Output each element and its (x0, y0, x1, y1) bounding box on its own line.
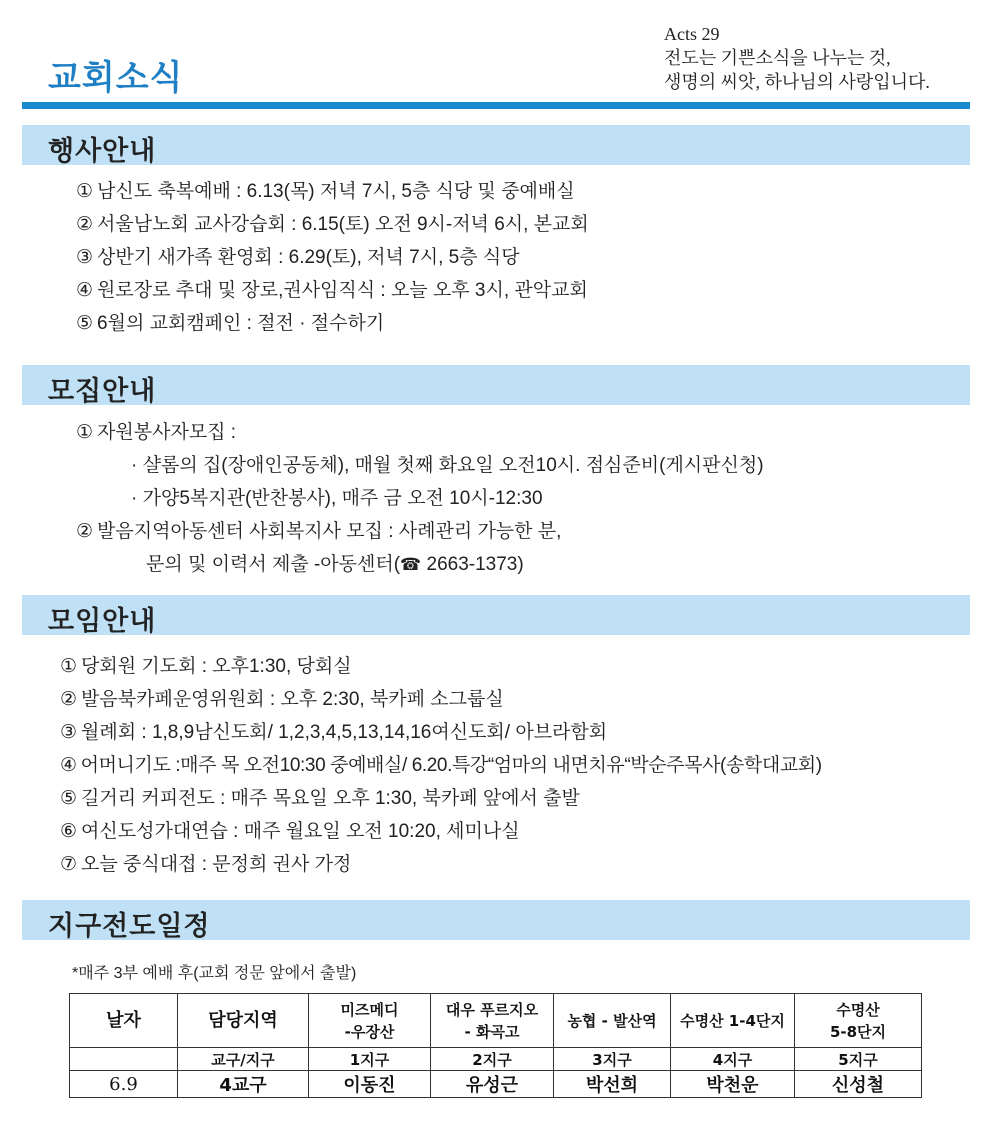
list-item (60, 716, 822, 749)
table-cell: 5지구 (795, 1048, 922, 1071)
list-item (76, 208, 589, 241)
motto-line: 생명의 씨앗, 하나님의 사랑입니다. (664, 72, 930, 92)
district-schedule-table (69, 993, 922, 1098)
table-cell: 6.9 (70, 1071, 178, 1098)
item-number: ⑦ (60, 854, 78, 875)
header-cell (431, 994, 554, 1048)
list-item (76, 515, 764, 548)
item-text: 문의 및 이력서 제출 -아동센터( (146, 554, 401, 575)
list-subitem: · 가양5복지관(반찬봉사), 매주 금 오전 10시-12:30 (131, 488, 543, 509)
table-row (70, 1071, 922, 1098)
item-number: ① (60, 656, 78, 677)
item-text: 발음북카페운영위원회 : 오후 2:30, 북카페 소그룹실 (81, 689, 504, 710)
section-meetings-header (22, 595, 970, 635)
item-text: 서울남노회 교사강습회 : 6.15(토) 오전 9시-저녁 6시, 본교회 (97, 214, 589, 235)
table-subheader-row (70, 1048, 922, 1071)
item-text: 길거리 커피전도 : 매주 목요일 오후 1:30, 북카페 앞에서 출발 (81, 788, 580, 809)
item-text: 발음지역아동센터 사회복지사 모집 : 사례관리 가능한 분, (97, 521, 562, 542)
list-item (76, 241, 589, 274)
header-cell: 농협 - 발산역 (554, 994, 671, 1048)
item-number: ② (60, 689, 78, 710)
item-text: 남신도 축복예배 : 6.13(목) 저녁 7시, 5층 식당 및 중예배실 (97, 181, 575, 202)
table-cell: 4지구 (671, 1048, 795, 1071)
item-number: ① (76, 422, 94, 443)
item-text: 당회원 기도회 : 오후1:30, 당회실 (81, 656, 352, 677)
motto-line: Acts 29 (664, 24, 720, 44)
section-title: 행사안내 (48, 136, 157, 166)
table-cell: 2지구 (431, 1048, 554, 1071)
table-cell (70, 1048, 178, 1071)
header-cell: 담당지역 (178, 994, 309, 1048)
header-cell: 날자 (70, 994, 178, 1048)
section-title: 모임안내 (48, 606, 157, 636)
header-cell (795, 994, 922, 1048)
item-number: ⑤ (60, 788, 78, 809)
motto-line: 전도는 기쁜소식을 나누는 것, (664, 48, 891, 68)
table-header-row (70, 994, 922, 1048)
item-text: 상반기 새가족 환영회 : 6.29(토), 저녁 7시, 5층 식당 (97, 247, 520, 268)
item-text: 월례회 : 1,8,9남신도회/ 1,2,3,4,5,13,14,16여신도회/ 아브라함회 (81, 722, 608, 743)
list-item (60, 848, 822, 881)
item-text: 원로장로 추대 및 장로,권사임직식 : 오늘 오후 3시, 관악교회 (97, 280, 588, 301)
section-recruit-header (22, 365, 970, 405)
motto (664, 22, 930, 94)
item-number: ② (76, 521, 94, 542)
table-cell: 교구/지구 (178, 1048, 309, 1071)
item-number: ② (76, 214, 94, 235)
item-number: ③ (76, 247, 94, 268)
list-item (76, 307, 589, 340)
table-cell: 이동진 (309, 1071, 431, 1098)
header-line: 수명산 5-8단지 (829, 1000, 887, 1041)
table-cell: 신성철 (795, 1071, 922, 1098)
list-item (60, 815, 822, 848)
list-item (60, 650, 822, 683)
item-text: 자원봉사자모집 : (97, 422, 237, 443)
table-cell: 4교구 (178, 1071, 309, 1098)
schedule-note: *매주 3부 예배 후(교회 정문 앞에서 출발) (72, 965, 357, 982)
meetings-list (60, 650, 822, 881)
table-cell: 박천운 (671, 1071, 795, 1098)
table-cell: 유성근 (431, 1071, 554, 1098)
page-title: 교회소식 (48, 59, 184, 97)
table-cell: 1지구 (309, 1048, 431, 1071)
header-line: 미즈메디 -우장산 (340, 1000, 399, 1041)
list-subitem: · 샬롬의 집(장애인공동체), 매월 첫째 화요일 오전10시. 점심준비(게시판신청) (131, 455, 764, 476)
item-number: ④ (76, 280, 94, 301)
section-district-header (22, 900, 970, 940)
table-cell: 박선희 (554, 1071, 671, 1098)
list-item (76, 175, 589, 208)
phone-number: 2663-1373) (421, 554, 524, 575)
item-text: 어머니기도 :매주 목 오전10:30 중예배실/ 6.20.특강“엄마의 내면치유“박순주목사(송학대교회) (80, 755, 822, 776)
list-item (60, 683, 822, 716)
item-number: ⑤ (76, 313, 94, 334)
section-title: 지구전도일정 (48, 911, 211, 941)
item-number: ③ (60, 722, 78, 743)
header-cell (309, 994, 431, 1048)
recruit-list (76, 416, 764, 581)
item-text: 오늘 중식대접 : 문정희 권사 가정 (81, 854, 352, 875)
section-title: 모집안내 (48, 376, 157, 406)
list-item (76, 274, 589, 307)
item-number: ① (76, 181, 94, 202)
item-text: 여신도성가대연습 : 매주 월요일 오전 10:20, 세미나실 (81, 821, 520, 842)
header-cell: 수명산 1-4단지 (671, 994, 795, 1048)
header-divider (22, 102, 970, 109)
list-item (76, 416, 764, 449)
list-item (60, 749, 822, 782)
header-line: 대우 푸르지오 - 화곡고 (445, 1000, 539, 1041)
section-events-header (22, 125, 970, 165)
events-list (76, 175, 589, 340)
item-number: ④ (60, 755, 77, 776)
phone-icon: ☎ (400, 555, 422, 574)
list-item-continuation (76, 548, 764, 581)
item-text: 6월의 교회캠페인 : 절전 · 절수하기 (97, 313, 385, 334)
table-cell: 3지구 (554, 1048, 671, 1071)
list-item (60, 782, 822, 815)
item-number: ⑥ (60, 821, 78, 842)
